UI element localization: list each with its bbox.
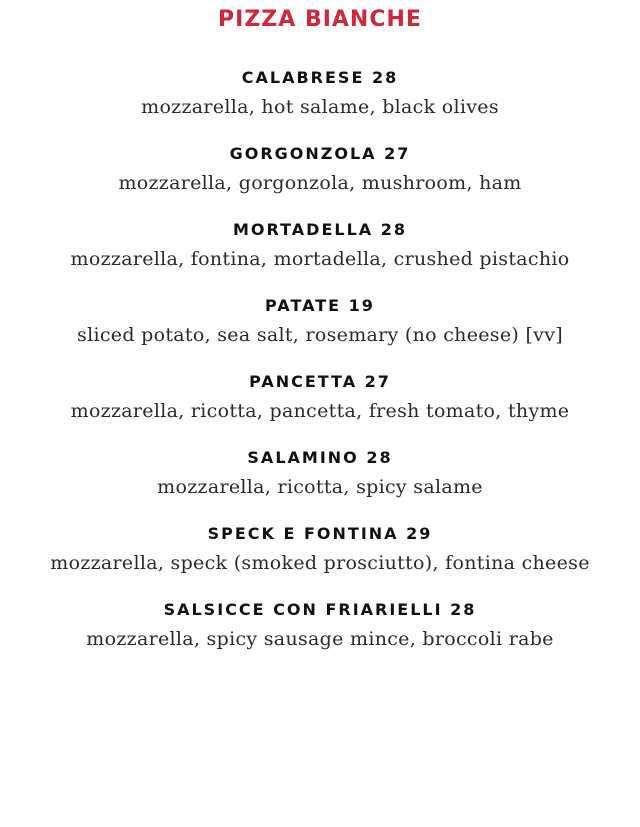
menu-item	[0, 600, 640, 652]
menu-item	[0, 372, 640, 424]
menu-item	[0, 68, 640, 120]
menu-item-description: mozzarella, speck (smoked prosciutto), fontina cheese	[50, 552, 590, 574]
menu-item-name: SALSICCE CON FRIARIELLI 28	[163, 600, 477, 619]
menu-item-description: mozzarella, fontina, mortadella, crushed pistachio	[70, 248, 570, 270]
menu-item-description: mozzarella, ricotta, pancetta, fresh tomato, thyme	[70, 400, 570, 422]
menu-item-name: MORTADELLA 28	[233, 220, 407, 239]
menu-item-name: SALAMINO 28	[247, 448, 393, 467]
menu-item-list	[0, 68, 640, 652]
menu-item-description: mozzarella, hot salame, black olives	[141, 96, 499, 118]
menu-item-name: SPECK E FONTINA 29	[207, 524, 433, 543]
menu-item-name: PATATE 19	[265, 296, 375, 315]
menu-item	[0, 220, 640, 272]
menu-item-description: mozzarella, ricotta, spicy salame	[157, 476, 483, 498]
menu-item-name: GORGONZOLA 27	[229, 144, 411, 163]
menu-item-name: CALABRESE 28	[241, 68, 399, 87]
menu-item	[0, 144, 640, 196]
menu-item-description: mozzarella, spicy sausage mince, broccoli rabe	[86, 628, 554, 650]
menu-item-description: mozzarella, gorgonzola, mushroom, ham	[118, 172, 522, 194]
section-title: PIZZA BIANCHE	[218, 7, 422, 32]
menu-item-name: PANCETTA 27	[249, 372, 391, 391]
menu-item	[0, 524, 640, 576]
menu-item	[0, 448, 640, 500]
menu-item	[0, 296, 640, 348]
menu-item-description: sliced potato, sea salt, rosemary (no cheese) [vv]	[77, 324, 563, 346]
